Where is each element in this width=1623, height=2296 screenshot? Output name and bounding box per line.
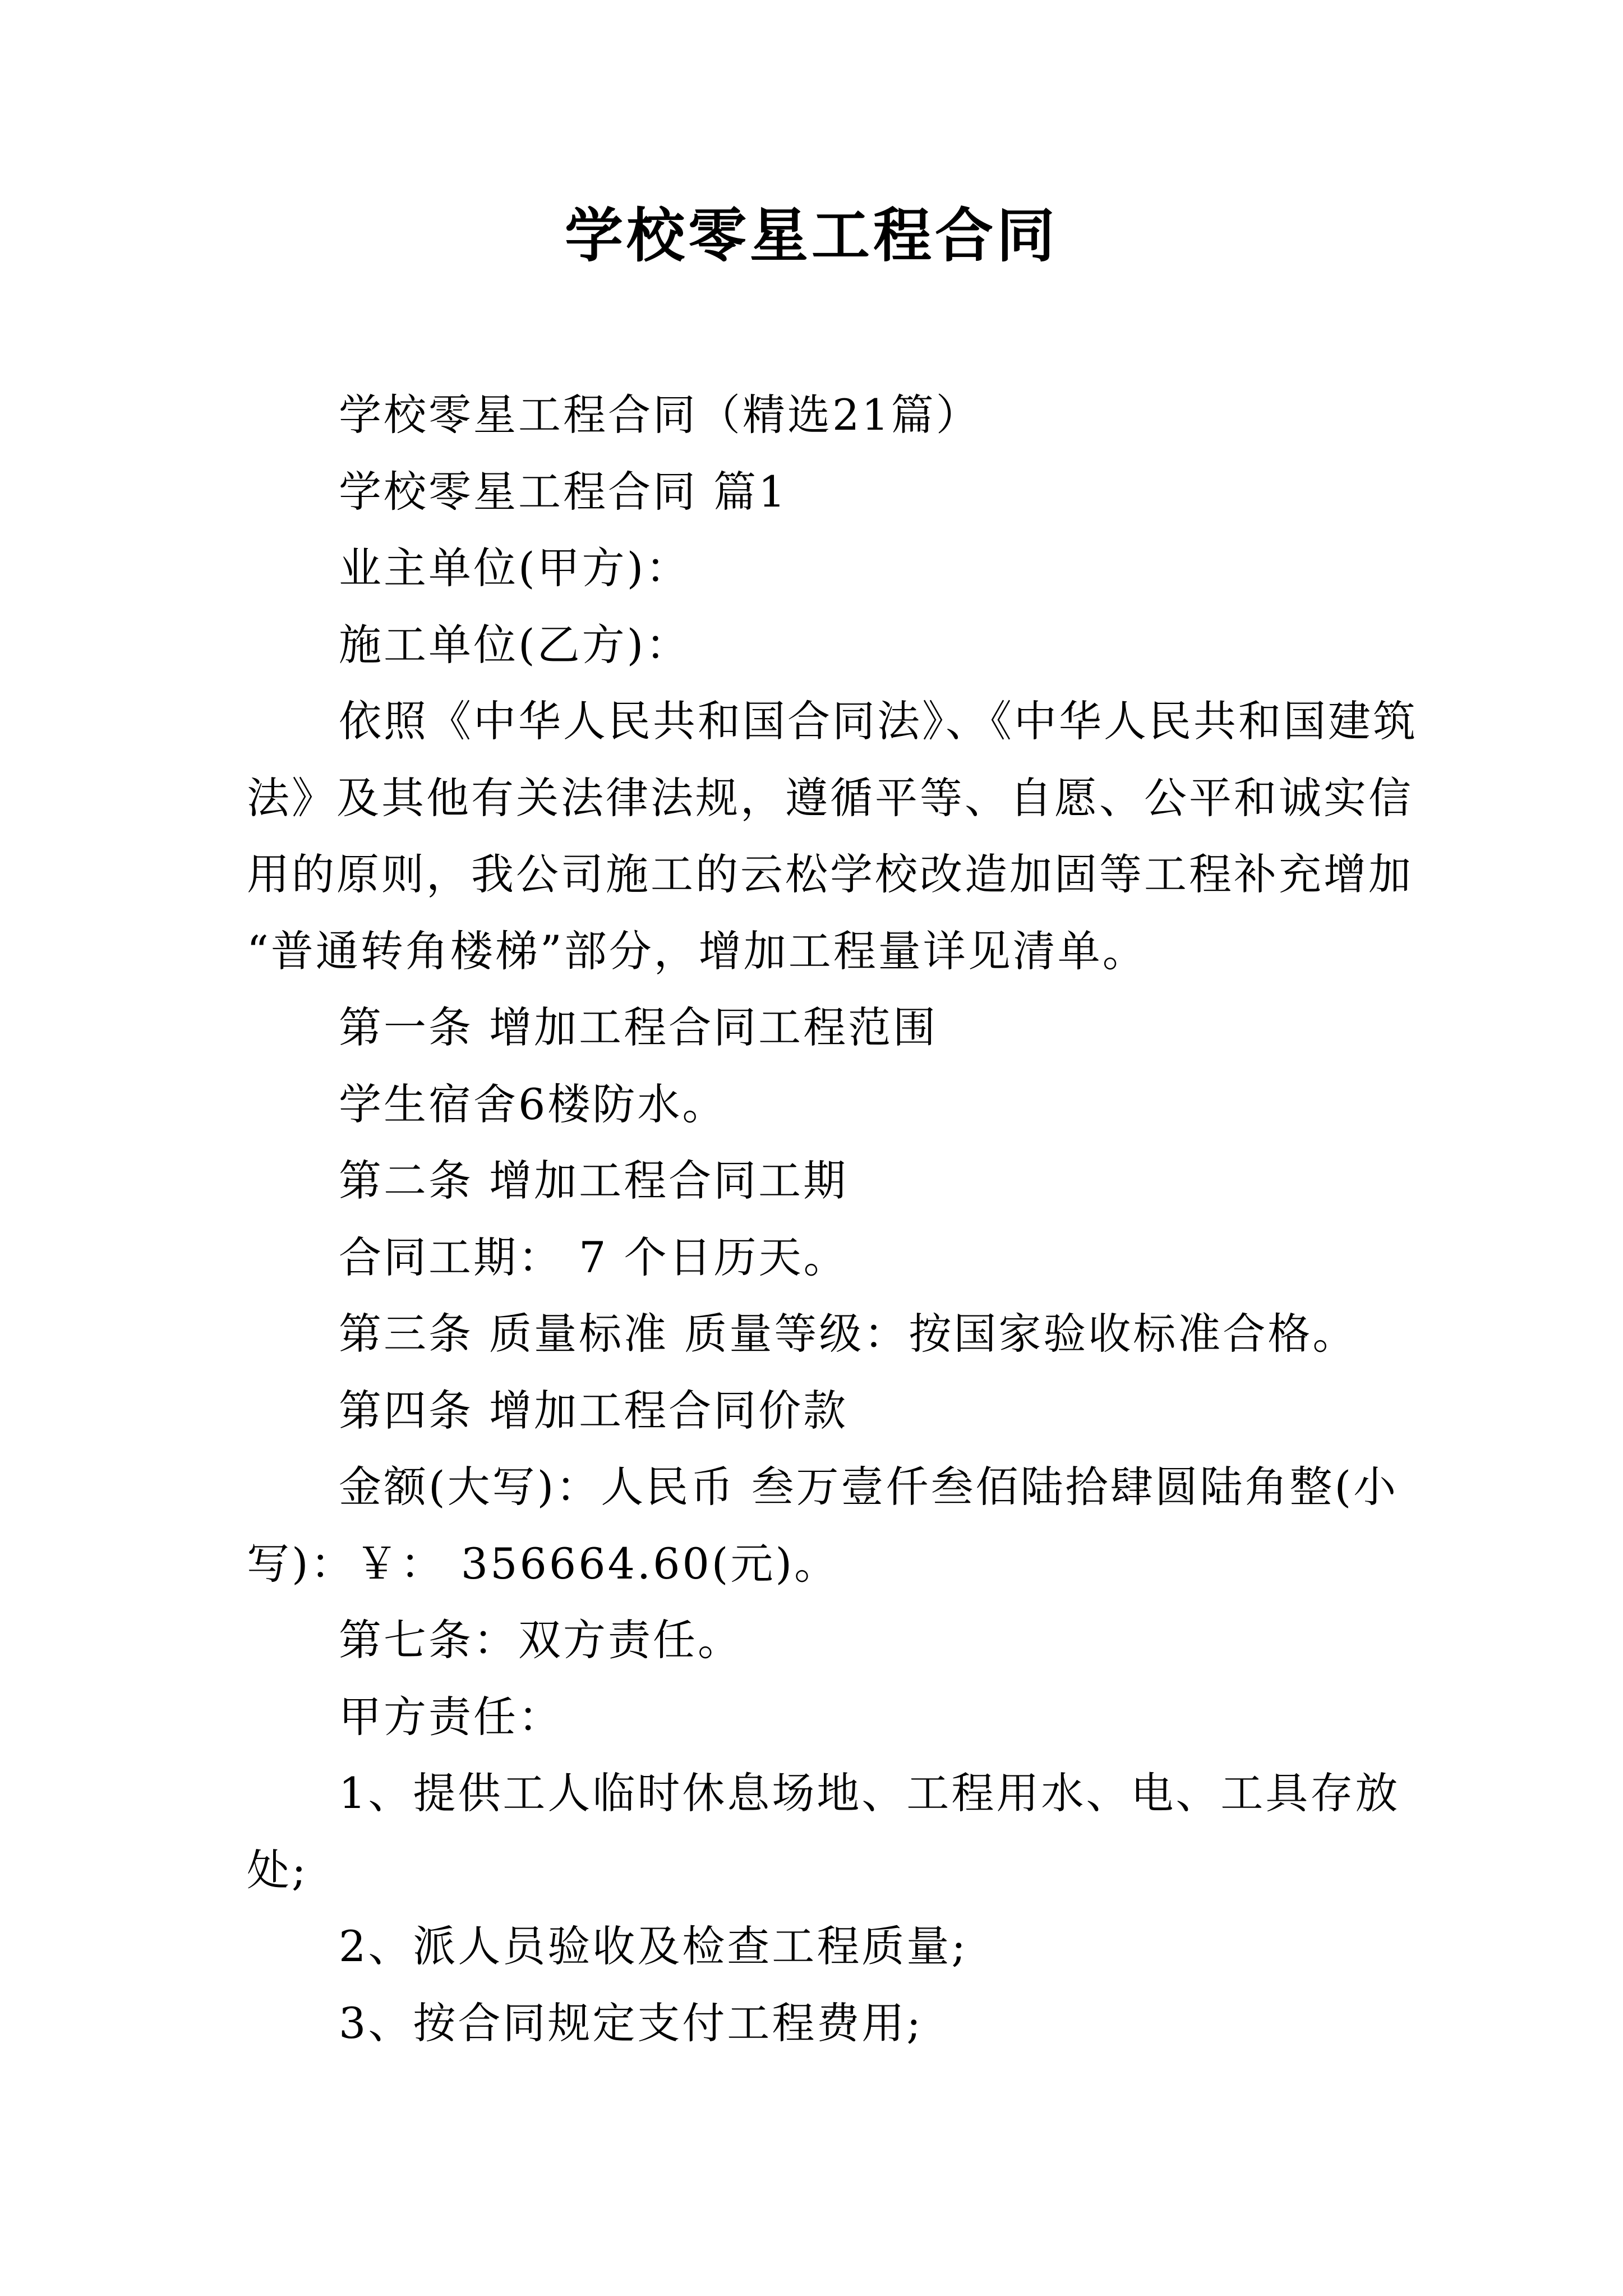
amount-line: 写)：￥： 356664.60(元)。 xyxy=(247,1539,840,1589)
clause-text: 合同工期： 7 个日历天。 xyxy=(339,1232,849,1282)
amount-line: 金额(大写)：人民币 叁万壹仟叁佰陆拾肆圆陆角整(小 xyxy=(339,1462,1399,1512)
paragraph-line: 用的原则，我公司施工的云松学校改造加固等工程补充增加 xyxy=(247,849,1413,899)
clause-heading: 第七条：双方责任。 xyxy=(339,1615,743,1665)
party-a-line: 业主单位(甲方)： xyxy=(339,543,691,593)
subtitle-line: 学校零星工程合同（精选21篇） xyxy=(339,390,981,440)
list-item: 2、派人员验收及检查工程质量; xyxy=(339,1921,968,1971)
subheading-line: 甲方责任： xyxy=(339,1692,563,1742)
section-heading: 学校零星工程合同 篇1 xyxy=(339,467,788,517)
paragraph-line: “普通转角楼梯”部分，增加工程量详见清单。 xyxy=(247,926,1147,976)
clause-heading: 第四条 增加工程合同价款 xyxy=(339,1386,849,1435)
paragraph-line: 法》及其他有关法律法规，遵循平等、自愿、公平和诚实信 xyxy=(247,773,1413,823)
list-item: 处; xyxy=(247,1845,308,1895)
list-item: 3、按合同规定支付工程费用; xyxy=(339,1998,923,2048)
paragraph-line: 依照《中华人民共和国合同法》、《中华人民共和国建筑 xyxy=(339,696,1418,746)
clause-heading: 第一条 增加工程合同工程范围 xyxy=(339,1002,938,1052)
clause-text: 学生宿舍6楼防水。 xyxy=(339,1079,727,1129)
clause-heading: 第三条 质量标准 质量等级：按国家验收标准合格。 xyxy=(339,1309,1358,1359)
party-b-line: 施工单位(乙方)： xyxy=(339,620,691,670)
document-title: 学校零星工程合同 xyxy=(564,201,1058,270)
clause-heading: 第二条 增加工程合同工期 xyxy=(339,1156,849,1205)
list-item: 1、提供工人临时休息场地、工程用水、电、工具存放 xyxy=(339,1768,1400,1818)
